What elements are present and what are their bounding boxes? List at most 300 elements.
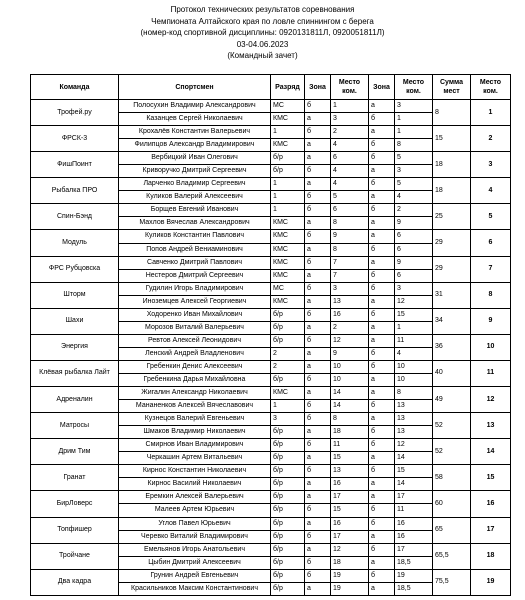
- place-day1: 9: [331, 230, 369, 243]
- place-day1: 8: [331, 217, 369, 230]
- place-day2: 4: [395, 191, 433, 204]
- place-day2: 19: [395, 569, 433, 582]
- place-day2: 6: [395, 243, 433, 256]
- zone-day1: а: [305, 178, 331, 191]
- team-place: 8: [471, 282, 511, 308]
- athlete-rank: б/р: [271, 334, 305, 347]
- place-day1: 19: [331, 582, 369, 595]
- zone-day1: а: [305, 582, 331, 595]
- zone-day2: а: [369, 530, 395, 543]
- zone-day1: б: [305, 465, 331, 478]
- team-name: Модуль: [31, 230, 119, 256]
- place-day2: 13: [395, 400, 433, 413]
- zone-day2: а: [369, 373, 395, 386]
- place-day1: 4: [331, 165, 369, 178]
- athlete-name: Красильников Максим Константинович: [119, 582, 271, 595]
- zone-day2: а: [369, 582, 395, 595]
- athlete-rank: б/р: [271, 165, 305, 178]
- place-day1: 18: [331, 556, 369, 569]
- results-table: [30, 74, 511, 596]
- table-header-row: [31, 75, 511, 100]
- athlete-rank: б/р: [271, 530, 305, 543]
- place-day1: 13: [331, 295, 369, 308]
- place-day1: 1: [331, 100, 369, 113]
- athlete-name: Гребенкин Денис Алексеевич: [119, 360, 271, 373]
- place-day1: 9: [331, 347, 369, 360]
- zone-day2: а: [369, 256, 395, 269]
- team-name: Клёвая рыбалка Лайт: [31, 360, 119, 386]
- zone-day1: б: [305, 530, 331, 543]
- team-place: 18: [471, 543, 511, 569]
- team-place: 17: [471, 517, 511, 543]
- place-day2: 17: [395, 491, 433, 504]
- team-place: 6: [471, 230, 511, 256]
- zone-day2: а: [369, 491, 395, 504]
- athlete-name: Махлов Вячеслав Александрович: [119, 217, 271, 230]
- sum-of-places: 60: [433, 491, 471, 517]
- team-place: 2: [471, 126, 511, 152]
- table-row: [31, 360, 511, 373]
- zone-day1: а: [305, 321, 331, 334]
- team-name: Матросы: [31, 413, 119, 439]
- table-row: [31, 230, 511, 243]
- athlete-rank: 2: [271, 360, 305, 373]
- table-row: [31, 308, 511, 321]
- sum-of-places: 18: [433, 152, 471, 178]
- athlete-rank: КМС: [271, 230, 305, 243]
- athlete-rank: КМС: [271, 269, 305, 282]
- protocol-header: [0, 0, 525, 62]
- zone-day2: а: [369, 334, 395, 347]
- team-name: Рыбалка ПРО: [31, 178, 119, 204]
- zone-day1: а: [305, 347, 331, 360]
- team-place: 10: [471, 334, 511, 360]
- athlete-name: Жигалин Александр Николаевич: [119, 387, 271, 400]
- athlete-name: Черевко Виталий Владимирович: [119, 530, 271, 543]
- team-place: 7: [471, 256, 511, 282]
- athlete-name: Ленский Андрей Владленович: [119, 347, 271, 360]
- table-row: [31, 439, 511, 452]
- place-day1: 3: [331, 282, 369, 295]
- header-line-1: Протокол технических результатов соревнования: [170, 5, 355, 14]
- place-day2: 18,5: [395, 582, 433, 595]
- place-day2: 3: [395, 100, 433, 113]
- zone-day1: б: [305, 373, 331, 386]
- zone-day1: б: [305, 413, 331, 426]
- place-day2: 6: [395, 230, 433, 243]
- place-day2: 12: [395, 439, 433, 452]
- place-day1: 15: [331, 504, 369, 517]
- athlete-name: Малеев Артем Юрьевич: [119, 504, 271, 517]
- zone-day2: а: [369, 126, 395, 139]
- athlete-rank: б/р: [271, 491, 305, 504]
- place-day1: 12: [331, 334, 369, 347]
- sum-of-places: 29: [433, 230, 471, 256]
- sum-of-places: 15: [433, 126, 471, 152]
- athlete-rank: МС: [271, 282, 305, 295]
- athlete-name: Борщев Евгений Иванович: [119, 204, 271, 217]
- athlete-name: Полосухин Владимир Александрович: [119, 100, 271, 113]
- athlete-rank: б/р: [271, 582, 305, 595]
- athlete-name: Попов Андрей Вениаминович: [119, 243, 271, 256]
- zone-day1: б: [305, 230, 331, 243]
- place-day2: 8: [395, 139, 433, 152]
- team-name: Адреналин: [31, 387, 119, 413]
- team-place: 19: [471, 569, 511, 595]
- team-place: 11: [471, 360, 511, 386]
- team-place: 1: [471, 100, 511, 126]
- place-day1: 3: [331, 113, 369, 126]
- header-line-5: (Командный зачет): [227, 51, 298, 60]
- place-day2: 10: [395, 360, 433, 373]
- athlete-name: Гудилин Игорь Владимирович: [119, 282, 271, 295]
- zone-day2: б: [369, 243, 395, 256]
- zone-day2: а: [369, 191, 395, 204]
- place-day1: 5: [331, 191, 369, 204]
- table-row: [31, 334, 511, 347]
- athlete-name: Крохалёв Константин Валерьевич: [119, 126, 271, 139]
- team-place: 12: [471, 387, 511, 413]
- col-rank-header: Разряд: [271, 75, 305, 100]
- place-day2: 5: [395, 152, 433, 165]
- athlete-rank: б/р: [271, 556, 305, 569]
- col-team-place-header: Место ком.: [471, 75, 511, 100]
- athlete-name: Ревтов Алексей Леонидович: [119, 334, 271, 347]
- athlete-name: Куликов Валерий Алексеевич: [119, 191, 271, 204]
- zone-day1: б: [305, 439, 331, 452]
- table-row: [31, 491, 511, 504]
- athlete-rank: КМС: [271, 256, 305, 269]
- results-body: [31, 100, 511, 596]
- team-name: Спин-Бэнд: [31, 204, 119, 230]
- zone-day2: б: [369, 504, 395, 517]
- zone-day1: б: [305, 308, 331, 321]
- team-name: ФРС Рубцовска: [31, 256, 119, 282]
- place-day1: 7: [331, 256, 369, 269]
- zone-day1: а: [305, 452, 331, 465]
- athlete-rank: 1: [271, 400, 305, 413]
- sum-of-places: 18: [433, 178, 471, 204]
- zone-day2: а: [369, 230, 395, 243]
- athlete-name: Кузнецов Валерий Евгеньевич: [119, 413, 271, 426]
- athlete-name: Шмаков Владимир Николаевич: [119, 426, 271, 439]
- athlete-name: Мананенков Алексей Вячеславович: [119, 400, 271, 413]
- place-day2: 5: [395, 178, 433, 191]
- team-name: ФишПоинт: [31, 152, 119, 178]
- zone-day1: а: [305, 360, 331, 373]
- place-day1: 14: [331, 400, 369, 413]
- sum-of-places: 40: [433, 360, 471, 386]
- sum-of-places: 34: [433, 308, 471, 334]
- team-place: 5: [471, 204, 511, 230]
- zone-day2: а: [369, 321, 395, 334]
- sum-of-places: 65: [433, 517, 471, 543]
- zone-day1: а: [305, 269, 331, 282]
- athlete-rank: б/р: [271, 152, 305, 165]
- sum-of-places: 75,5: [433, 569, 471, 595]
- zone-day1: б: [305, 556, 331, 569]
- place-day2: 2: [395, 204, 433, 217]
- sum-of-places: 29: [433, 256, 471, 282]
- athlete-name: Ходоренко Иван Михайлович: [119, 308, 271, 321]
- table-row: [31, 282, 511, 295]
- place-day2: 8: [395, 387, 433, 400]
- place-day1: 13: [331, 465, 369, 478]
- zone-day2: б: [369, 465, 395, 478]
- team-name: БирЛоверс: [31, 491, 119, 517]
- col-zone1-header: Зона: [305, 75, 331, 100]
- zone-day2: б: [369, 204, 395, 217]
- zone-day1: б: [305, 165, 331, 178]
- table-row: [31, 517, 511, 530]
- zone-day2: б: [369, 178, 395, 191]
- header-line-4: 03-04.06.2023: [236, 39, 289, 49]
- zone-day2: а: [369, 478, 395, 491]
- athlete-rank: б/р: [271, 452, 305, 465]
- athlete-name: Савченко Дмитрий Павлович: [119, 256, 271, 269]
- col-place1-header: Место ком.: [331, 75, 369, 100]
- zone-day2: б: [369, 113, 395, 126]
- zone-day1: а: [305, 543, 331, 556]
- athlete-name: Нестеров Дмитрий Сергеевич: [119, 269, 271, 282]
- zone-day2: а: [369, 413, 395, 426]
- athlete-rank: КМС: [271, 387, 305, 400]
- place-day1: 10: [331, 373, 369, 386]
- col-athlete-header: Спортсмен: [119, 75, 271, 100]
- athlete-rank: б/р: [271, 439, 305, 452]
- place-day1: 16: [331, 517, 369, 530]
- zone-day2: б: [369, 347, 395, 360]
- athlete-name: Иноземцев Алексей Георгиевич: [119, 295, 271, 308]
- team-place: 16: [471, 491, 511, 517]
- zone-day1: а: [305, 217, 331, 230]
- place-day1: 14: [331, 387, 369, 400]
- sum-of-places: 8: [433, 100, 471, 126]
- team-name: ФРСК-3: [31, 126, 119, 152]
- athlete-rank: 3: [271, 413, 305, 426]
- zone-day2: б: [369, 139, 395, 152]
- zone-day1: а: [305, 426, 331, 439]
- athlete-name: Грунин Андрей Евгеньевич: [119, 569, 271, 582]
- athlete-rank: б/р: [271, 478, 305, 491]
- zone-day1: б: [305, 400, 331, 413]
- team-name: Шторм: [31, 282, 119, 308]
- table-row: [31, 126, 511, 139]
- sum-of-places: 52: [433, 439, 471, 465]
- athlete-rank: КМС: [271, 295, 305, 308]
- zone-day1: б: [305, 282, 331, 295]
- athlete-name: Морозов Виталий Валерьевич: [119, 321, 271, 334]
- zone-day2: а: [369, 387, 395, 400]
- athlete-rank: КМС: [271, 243, 305, 256]
- athlete-name: Вербицкий Иван Олегович: [119, 152, 271, 165]
- place-day2: 14: [395, 452, 433, 465]
- athlete-rank: КМС: [271, 113, 305, 126]
- place-day2: 18,5: [395, 556, 433, 569]
- place-day1: 19: [331, 569, 369, 582]
- team-name: Топфишер: [31, 517, 119, 543]
- athlete-rank: 1: [271, 178, 305, 191]
- zone-day1: а: [305, 139, 331, 152]
- place-day1: 16: [331, 478, 369, 491]
- place-day2: 3: [395, 165, 433, 178]
- place-day2: 3: [395, 282, 433, 295]
- athlete-name: Куликов Константин Павлович: [119, 230, 271, 243]
- zone-day1: б: [305, 191, 331, 204]
- zone-day2: а: [369, 556, 395, 569]
- team-name: Шахи: [31, 308, 119, 334]
- athlete-rank: 1: [271, 204, 305, 217]
- place-day2: 16: [395, 530, 433, 543]
- athlete-name: Гребенкина Дарья Михайловна: [119, 373, 271, 386]
- athlete-rank: б/р: [271, 321, 305, 334]
- place-day1: 8: [331, 243, 369, 256]
- table-row: [31, 100, 511, 113]
- place-day2: 15: [395, 465, 433, 478]
- athlete-rank: 1: [271, 191, 305, 204]
- zone-day1: а: [305, 295, 331, 308]
- athlete-rank: МС: [271, 100, 305, 113]
- place-day1: 10: [331, 360, 369, 373]
- place-day2: 16: [395, 517, 433, 530]
- athlete-rank: 2: [271, 347, 305, 360]
- sum-of-places: 25: [433, 204, 471, 230]
- place-day2: 10: [395, 373, 433, 386]
- zone-day2: б: [369, 426, 395, 439]
- athlete-rank: КМС: [271, 217, 305, 230]
- zone-day1: б: [305, 126, 331, 139]
- zone-day1: б: [305, 100, 331, 113]
- zone-day1: б: [305, 334, 331, 347]
- col-sum-header: Сумма мест: [433, 75, 471, 100]
- athlete-name: Емельянов Игорь Анатольевич: [119, 543, 271, 556]
- athlete-rank: б/р: [271, 543, 305, 556]
- zone-day2: а: [369, 217, 395, 230]
- team-place: 3: [471, 152, 511, 178]
- zone-day2: б: [369, 282, 395, 295]
- table-row: [31, 465, 511, 478]
- zone-day2: б: [369, 360, 395, 373]
- athlete-rank: б/р: [271, 465, 305, 478]
- place-day1: 16: [331, 308, 369, 321]
- place-day1: 17: [331, 491, 369, 504]
- athlete-name: Криворучко Дмитрий Сергеевич: [119, 165, 271, 178]
- col-zone2-header: Зона: [369, 75, 395, 100]
- athlete-rank: б/р: [271, 569, 305, 582]
- table-row: [31, 543, 511, 556]
- zone-day2: б: [369, 308, 395, 321]
- team-place: 9: [471, 308, 511, 334]
- athlete-rank: 1: [271, 126, 305, 139]
- team-name: Два кадра: [31, 569, 119, 595]
- place-day2: 14: [395, 478, 433, 491]
- athlete-rank: б/р: [271, 373, 305, 386]
- place-day2: 1: [395, 321, 433, 334]
- zone-day2: б: [369, 152, 395, 165]
- place-day2: 1: [395, 113, 433, 126]
- athlete-name: Филипцов Александр Владимирович: [119, 139, 271, 152]
- sum-of-places: 58: [433, 465, 471, 491]
- sum-of-places: 49: [433, 387, 471, 413]
- team-place: 15: [471, 465, 511, 491]
- place-day2: 12: [395, 295, 433, 308]
- table-row: [31, 178, 511, 191]
- table-row: [31, 413, 511, 426]
- zone-day1: а: [305, 478, 331, 491]
- team-name: Энергия: [31, 334, 119, 360]
- place-day2: 9: [395, 256, 433, 269]
- team-name: Дрим Тим: [31, 439, 119, 465]
- zone-day2: а: [369, 452, 395, 465]
- zone-day1: а: [305, 491, 331, 504]
- athlete-rank: б/р: [271, 517, 305, 530]
- team-name: Трофей.ру: [31, 100, 119, 126]
- zone-day2: б: [369, 439, 395, 452]
- zone-day1: а: [305, 152, 331, 165]
- table-row: [31, 204, 511, 217]
- place-day1: 11: [331, 439, 369, 452]
- place-day1: 4: [331, 139, 369, 152]
- zone-day2: б: [369, 269, 395, 282]
- table-row: [31, 569, 511, 582]
- athlete-name: Казанцев Сергей Николаевич: [119, 113, 271, 126]
- zone-day1: б: [305, 256, 331, 269]
- zone-day1: а: [305, 243, 331, 256]
- athlete-rank: б/р: [271, 308, 305, 321]
- zone-day1: б: [305, 504, 331, 517]
- header-line-2: Чемпионата Алтайского края по ловле спиннингом с берега: [151, 16, 374, 26]
- sum-of-places: 65,5: [433, 543, 471, 569]
- place-day1: 4: [331, 178, 369, 191]
- place-day1: 12: [331, 543, 369, 556]
- table-row: [31, 256, 511, 269]
- place-day2: 1: [395, 126, 433, 139]
- zone-day1: а: [305, 113, 331, 126]
- sum-of-places: 52: [433, 413, 471, 439]
- zone-day2: а: [369, 295, 395, 308]
- athlete-name: Кирнос Василий Николаевич: [119, 478, 271, 491]
- athlete-name: Кирнос Константин Николаевич: [119, 465, 271, 478]
- zone-day2: а: [369, 165, 395, 178]
- table-row: [31, 152, 511, 165]
- place-day2: 13: [395, 426, 433, 439]
- place-day2: 13: [395, 413, 433, 426]
- place-day1: 2: [331, 321, 369, 334]
- place-day1: 8: [331, 413, 369, 426]
- place-day2: 17: [395, 543, 433, 556]
- athlete-rank: КМС: [271, 139, 305, 152]
- header-line-3: (номер-код спортивной дисциплины: 0920131811Л, 0920051811Л): [140, 28, 385, 37]
- zone-day1: б: [305, 569, 331, 582]
- team-place: 13: [471, 413, 511, 439]
- sum-of-places: 31: [433, 282, 471, 308]
- place-day1: 15: [331, 452, 369, 465]
- team-name: Гранат: [31, 465, 119, 491]
- place-day1: 7: [331, 269, 369, 282]
- zone-day2: а: [369, 100, 395, 113]
- place-day2: 4: [395, 347, 433, 360]
- place-day1: 2: [331, 126, 369, 139]
- athlete-name: Цыбин Дмитрий Алексеевич: [119, 556, 271, 569]
- zone-day2: б: [369, 569, 395, 582]
- athlete-name: Черкашин Артем Витальевич: [119, 452, 271, 465]
- sum-of-places: 36: [433, 334, 471, 360]
- col-place2-header: Место ком.: [395, 75, 433, 100]
- athlete-name: Ларченко Владимир Сергеевич: [119, 178, 271, 191]
- table-row: [31, 387, 511, 400]
- athlete-rank: б/р: [271, 504, 305, 517]
- place-day1: 6: [331, 204, 369, 217]
